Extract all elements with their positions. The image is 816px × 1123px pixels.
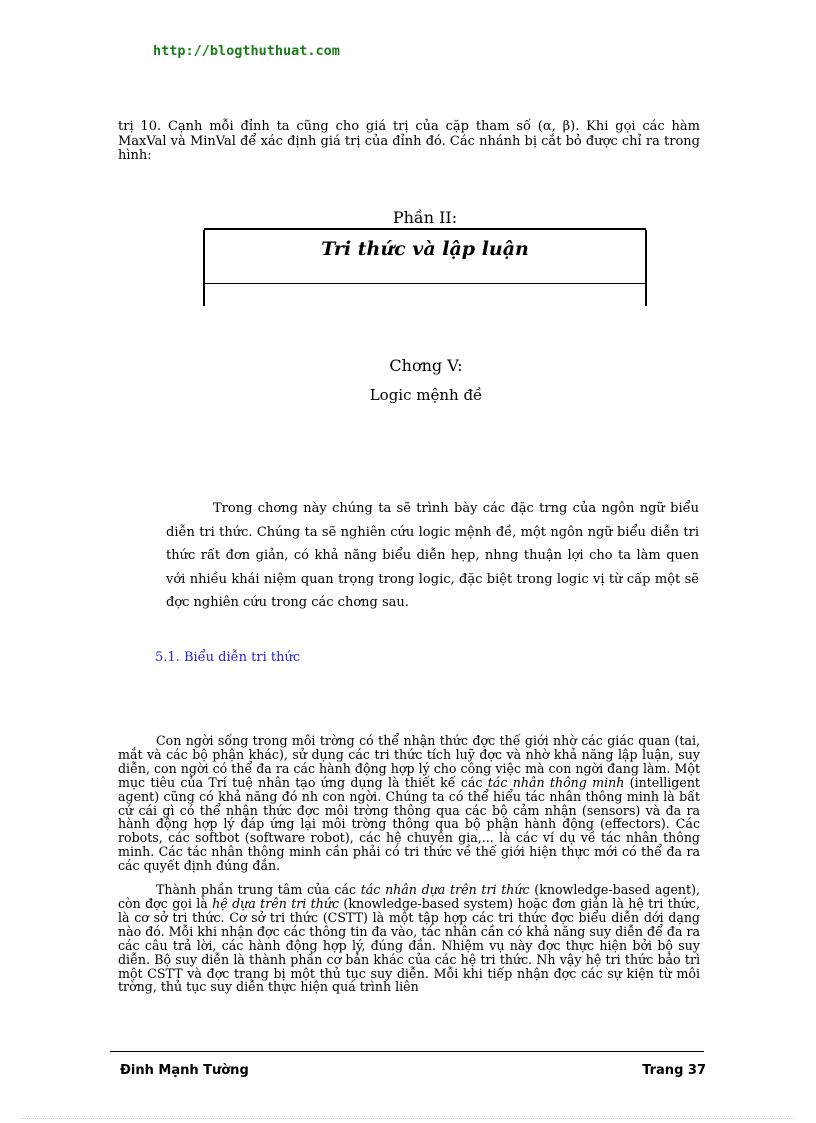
body-paragraph-2: [118, 883, 700, 994]
chapter-label: Chơng V:: [389, 356, 463, 375]
box-divider: [204, 283, 646, 284]
chapter-title: Logic mệnh đề: [369, 386, 483, 404]
chapter-abstract: [166, 497, 699, 615]
part-title: Tri thức và lập luận: [321, 238, 529, 260]
section-heading: 5.1. Biểu diễn tri thức: [155, 650, 301, 665]
emphasis-term: tác nhân dựa trên tri thức: [360, 882, 530, 898]
text-run: Thành phần trung tâm của các: [156, 882, 361, 898]
footer-author: Đinh Mạnh Tường: [120, 1063, 249, 1078]
text-run: Con ngời sống trong môi trờng có thể nhận thức đợc thế giới nhờ các giác quan (tai, mắt và các bộ phận khác), sử dụng các tri thức tích luỹ đợc và nhờ khả năng lập luận, suy diễn, con ngời có thể đa ra các hành động hợp lý cho công việc mà con ngời đang làm. Một mục tiêu của Trí tuệ nhân tạo ứng dụng là thiết kế các: [118, 733, 700, 790]
header-url[interactable]: http://blogthuthuat.com: [153, 43, 340, 59]
page-edge-dots: [22, 1118, 794, 1119]
footer-rule: [110, 1051, 704, 1052]
abstract-paragraph: Trong chơng này chúng ta sẽ trình bày các đặc trng của ngôn ngữ biểu diễn tri thức. Chúng ta sẽ nghiên cứu logic mệnh đề, một ngôn ngữ biểu diễn tri thức rất đơn giản, có khả năng biểu diễn hẹp, nhng thuận lợi cho ta làm quen với nhiều khái niệm quan trọng trong logic, đặc biệt trong logic vị từ cấp một sẽ đợc nghiên cứu trong các chơng sau.: [166, 501, 699, 610]
intro-paragraph: trị 10. Cạnh mỗi đỉnh ta cũng cho giá trị của cặp tham số (α, β). Khi gọi các hàm MaxVal và MinVal để xác định giá trị của đỉnh đó. Các nhánh bị cắt bỏ được chỉ ra trong hình:: [118, 119, 700, 163]
part-label: Phần II:: [392, 208, 458, 227]
footer-page-number: Trang 37: [642, 1063, 706, 1078]
body-text: [118, 734, 700, 1004]
text-run: (knowledge-based agent), còn đợc gọi là: [118, 882, 701, 911]
text-run: (knowledge-based system) hoặc đơn giản là hệ tri thức, là cơ sở tri thức. Cơ sở tri thức (CSTT) là một tập hợp các tri thức đợc biểu diễn dới dạng nào đó. Mỗi khi nhận đợc các thông tin đa vào, tác nhân cần có khả năng suy diễn để đa ra các câu trả lời, các hành động hợp lý, đúng đắn. Nhiệm vụ này đợc thực hiện bởi bộ suy diễn. Bộ suy diễn là thành phần cơ bản khác của các hệ tri thức. Nh vậy hệ tri thức bảo trì một CSTT và đợc trang bị một thủ tục suy diễn. Mỗi khi tiếp nhận đợc các sự kiện từ môi trờng, thủ tục suy diễn thực hiện quá trình liên: [118, 895, 700, 995]
text-run: (intelligent agent) cũng có khả năng đó nh con ngời. Chúng ta có thể hiểu tác nhân thông minh là bất cứ cái gì có thể nhận thức đợc môi trờng thông qua các bộ cảm nhận (sensors) và đa ra hành động hợp lý đáp ứng lại môi trờng thông qua bộ phận hành động (effectors). Các robots, các softbot (software robot), các hệ chuyên gia,... là các ví dụ về tác nhân thông minh. Các tác nhân thông minh cần phải có tri thức về thế giới hiện thực mới có thể đa ra các quyết định đúng đắn.: [118, 774, 700, 874]
emphasis-term: tác nhân thông minh: [487, 774, 625, 790]
emphasis-term: hệ dựa trên tri thức: [212, 895, 340, 911]
part-title-box: [204, 228, 646, 306]
body-paragraph-1: [118, 734, 700, 873]
